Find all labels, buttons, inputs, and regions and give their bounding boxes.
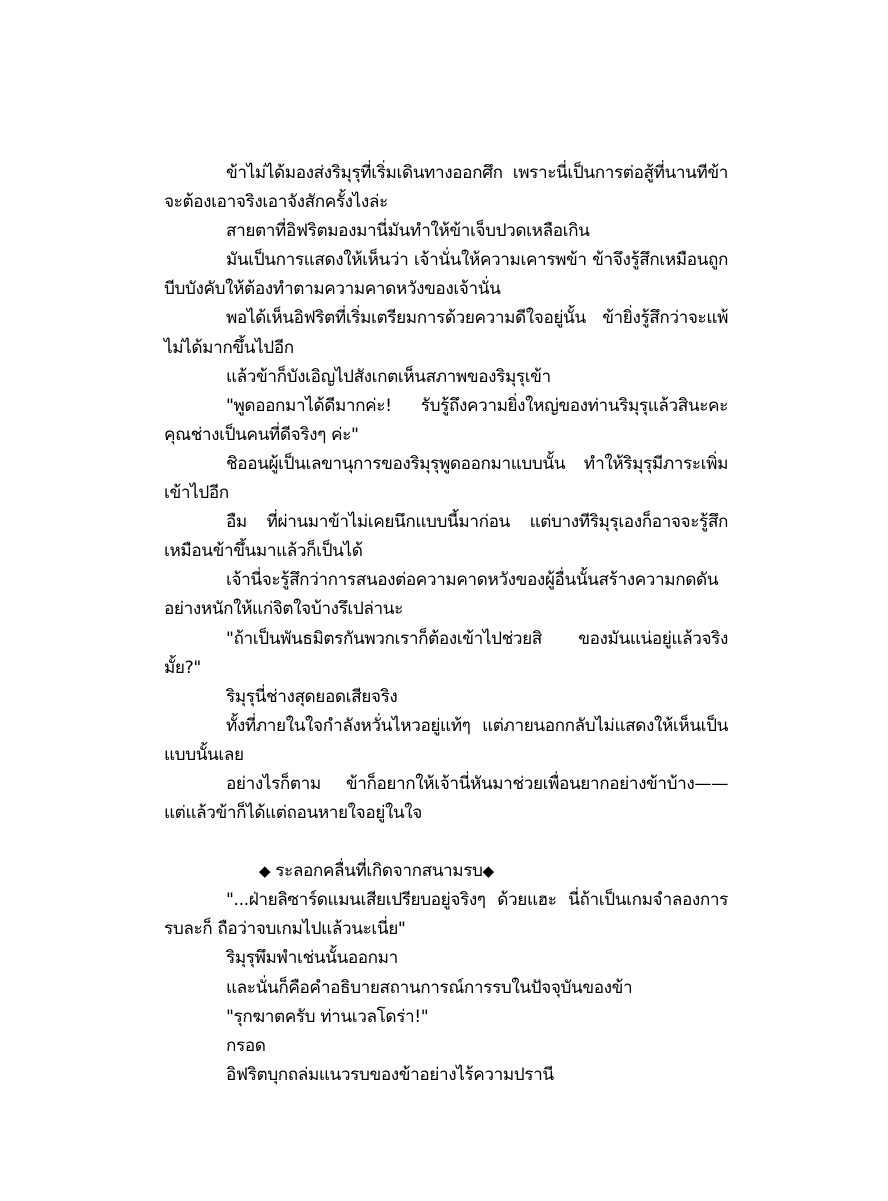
scene-break-title: ระลอกคลื่นที่เกิดจากสนามรบ <box>270 861 483 882</box>
diamond-icon: ◆ <box>259 862 271 881</box>
paragraph: อิฟริตบุกถล่มแนวรบของข้าอย่างไร้ความปรานี <box>226 1064 554 1085</box>
blank-line <box>164 828 728 857</box>
paragraph: อย่างไรก็ตาม ข้าก็อยากให้เจ้านี่หันมาช่วยเพื่อนยากอย่างข้าบ้าง——แต่แล้วข้าก็ได้แต่ถอนหายใจอยู่ในใจ <box>164 773 728 824</box>
paragraph: พอได้เห็นอิฟริตที่เริ่มเตรียมการด้วยความดีใจอยู่นั้น ข้ายิ่งรู้สึกว่าจะแพ้ไม่ได้มากขึ้นไปอีก <box>164 308 728 358</box>
paragraph: มันเป็นการแสดงให้เห็นว่า เจ้านั่นให้ความเคารพข้า ข้าจึงรู้สึกเหมือนถูกบีบบังคับให้ต้องทำตามความคาดหวังของเจ้านั่น <box>164 250 728 300</box>
paragraph: ทั้งที่ภายในใจกำลังหวั่นไหวอยู่แท้ๆ แต่ภายนอกกลับไม่แสดงให้เห็นเป็นแบบนั้นเลย <box>164 715 728 765</box>
paragraph: สายตาที่อิฟริตมองมานี่มันทำให้ข้าเจ็บปวดเหลือเกิน <box>226 221 590 242</box>
paragraph: "...ฝ่ายลิซาร์ดแมนเสียเปรียบอยู่จริงๆ ด้วยแฮะ นี่ถ้าเป็นเกมจำลองการรบละก็ ถือว่าจบเกมไปแล้วนะเนี่ย" <box>164 890 728 940</box>
paragraph: แล้วข้าก็บังเอิญไปสังเกตเห็นสภาพของริมุรุเข้า <box>226 366 551 387</box>
paragraph: อืม ที่ผ่านมาข้าไม่เคยนึกแบบนี้มาก่อน แต่บางทีริมุรุเองก็อาจจะรู้สึกเหมือนข้าขึ้นมาแล้วก็เป็นได้ <box>164 512 728 562</box>
scene-break-heading <box>164 857 728 886</box>
diamond-icon: ◆ <box>482 862 494 881</box>
paragraph: "รุกฆาตครับ ท่านเวลโดร่า!" <box>226 1006 429 1027</box>
paragraph: กรอด <box>226 1035 266 1056</box>
paragraph: ริมุรุพึมพำเช่นนั้นออกมา <box>226 948 398 969</box>
paragraph: ข้าไม่ได้มองส่งริมุรุที่เริ่มเดินทางออกศึก เพราะนี่เป็นการต่อสู้ที่นานทีข้าจะต้องเอาจริงเอาจังสักครั้งไงล่ะ <box>164 163 728 213</box>
paragraph: "พูดออกมาได้ดีมากค่ะ! รับรู้ถึงความยิ่งใหญ่ของท่านริมุรุแล้วสินะคะ คุณช่างเป็นคนที่ดีจริงๆ ค่ะ" <box>164 395 728 445</box>
paragraph: ริมุรุนี่ช่างสุดยอดเสียจริง <box>226 686 398 707</box>
paragraph: เจ้านี่จะรู้สึกว่าการสนองต่อความคาดหวังของผู้อื่นนั้นสร้างความกดดันอย่างหนักให้แก่จิตใจบ้างรึเปล่านะ <box>164 570 719 620</box>
paragraph: และนั่นก็คือคำอธิบายสถานการณ์การรบในปัจจุบันของข้า <box>226 977 633 998</box>
paragraph: "ถ้าเป็นพันธมิตรกันพวกเราก็ต้องเข้าไปช่วยสิ ของมันแน่อยู่แล้วจริงมั้ย?" <box>164 628 728 678</box>
paragraph: ชิออนผู้เป็นเลขานุการของริมุรุพูดออกมาแบบนั้น ทำให้ริมุรุมีภาระเพิ่มเข้าไปอีก <box>164 453 728 504</box>
story-text <box>164 159 728 1090</box>
